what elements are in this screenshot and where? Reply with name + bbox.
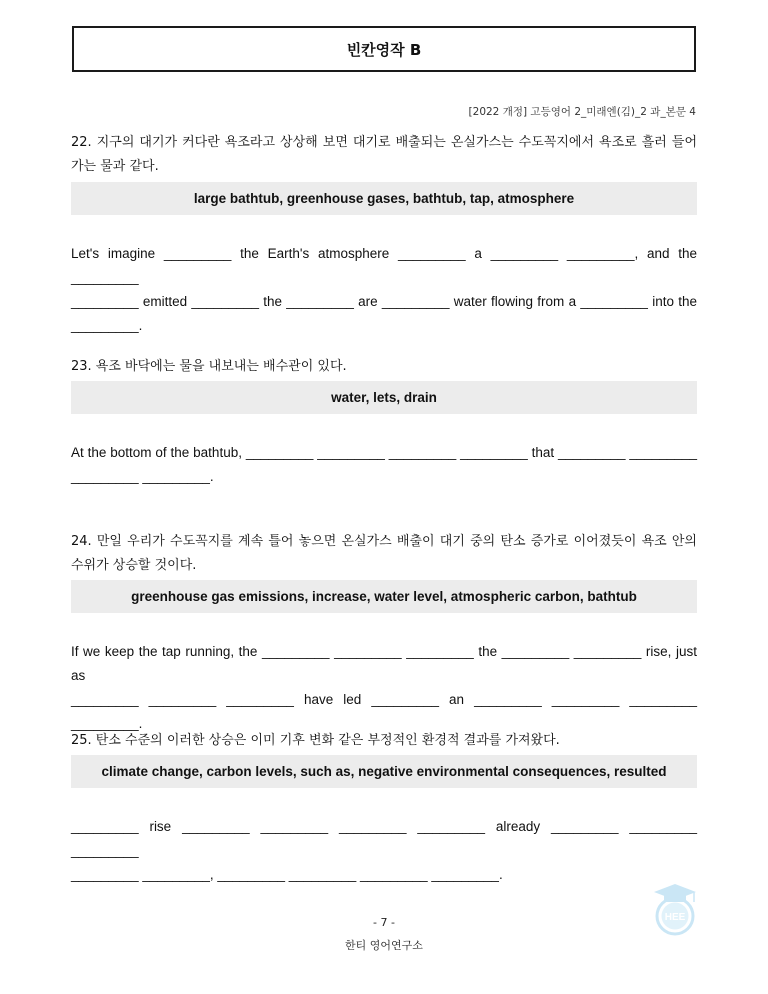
footer-label: 한티 영어연구소 <box>345 939 423 952</box>
page-title: 빈칸영작 B <box>72 26 696 72</box>
answer-line: Let's imagine _________ the Earth's atmosphere _________ a _________ _________, and the _________ <box>71 246 697 285</box>
question-24-answer <box>71 640 697 736</box>
answer-line: _________ _________ _________ have led _________ an _________ _________ _________ _________. <box>71 692 697 731</box>
answer-line: _________ emitted _________ the _________ are _________ water flowing from a _________ into the <box>71 294 697 309</box>
page-number: - 7 - <box>373 916 395 929</box>
question-24-prompt: 24. 만일 우리가 수도꼭지를 계속 틀어 놓으면 온실가스 배출이 대기 중의 탄소 증가로 이어졌듯이 욕조 안의 수위가 상승할 것이다. <box>71 534 697 573</box>
question-23-hint: water, lets, drain <box>71 381 697 414</box>
question-22-answer <box>71 242 697 338</box>
source-label: [2022 개정] 고등영어 2_미래엔(김)_2 과_본문 4 <box>468 106 696 118</box>
answer-line: If we keep the tap running, the _________ _________ _________ the _________ _________ rise, just as <box>71 644 697 683</box>
question-23-answer <box>71 441 697 489</box>
answer-line: _________ _________. <box>71 469 214 484</box>
answer-line: At the bottom of the bathtub, _________ _________ _________ _________ that _________ _________ <box>71 445 697 460</box>
question-25-hint: climate change, carbon levels, such as, negative environmental consequences, resulted <box>71 755 697 788</box>
question-22-prompt: 22. 지구의 대기가 커다란 욕조라고 상상해 보면 대기로 배출되는 온실가스는 수도꼭지에서 욕조로 흘러 들어가는 물과 같다. <box>71 135 697 174</box>
question-25-prompt: 25. 탄소 수준의 이러한 상승은 이미 기후 변화 같은 부정적인 환경적 결과를 가져왔다. <box>71 733 560 748</box>
answer-line: _________. <box>71 318 143 333</box>
hee-logo-icon <box>650 880 700 936</box>
question-22-hint: large bathtub, greenhouse gases, bathtub, tap, atmosphere <box>71 182 697 215</box>
answer-line: _________ _________, _________ _________ _________ _________. <box>71 867 503 882</box>
answer-line: _________ rise _________ _________ _________ _________ already _________ _________ _________ <box>71 819 697 858</box>
question-24-hint: greenhouse gas emissions, increase, water level, atmospheric carbon, bathtub <box>71 580 697 613</box>
question-23-prompt: 23. 욕조 바닥에는 물을 내보내는 배수관이 있다. <box>71 359 347 374</box>
logo-text: HEE <box>664 912 686 923</box>
question-25-answer <box>71 815 697 887</box>
